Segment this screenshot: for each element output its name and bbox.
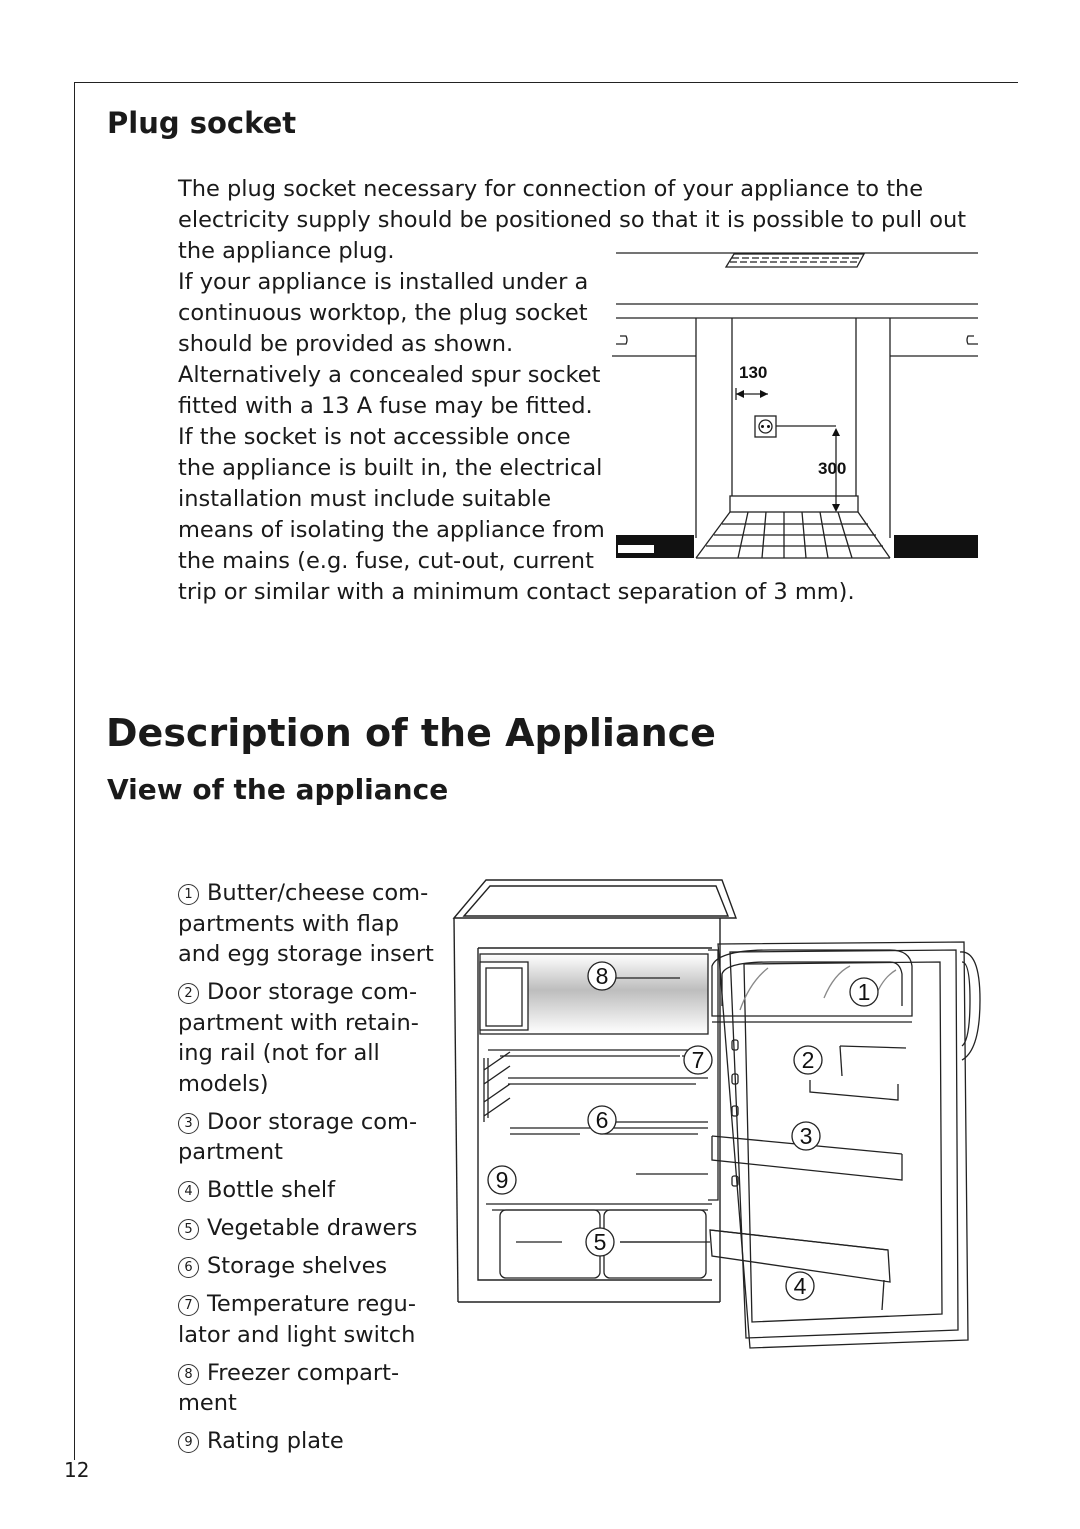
number-badge: 6 [178,1257,199,1278]
callout-3 [792,1122,820,1150]
callout-label: 3 [799,1123,813,1149]
number-badge: 9 [178,1432,199,1453]
text-line: the mains (e.g. fuse, cut-out, current [178,548,594,574]
legend-text: models) [178,1070,269,1097]
legend-text: Vegetable drawers [207,1215,418,1241]
text-line: should be provided as shown. [178,331,514,357]
text-line: The plug socket necessary for connection of your appliance to the [178,176,924,202]
legend-text: Freezer compart- [207,1359,400,1386]
text-line: If your appliance is installed under a [178,269,589,295]
callout-label: 4 [793,1273,807,1299]
legend-text: Storage shelves [207,1253,388,1279]
legend-item-4 [178,1175,434,1206]
callout-label: 8 [595,963,609,989]
legend-item-3 [178,1107,434,1168]
callout-4 [786,1272,814,1300]
legend-text: partment with retain- [178,1009,419,1036]
text-line: fitted with a 13 A fuse may be fitted. [178,393,593,419]
dimension-300-label: 300 [818,459,847,478]
legend-text: ment [178,1390,237,1416]
callout-5 [586,1228,614,1256]
legend-item-6 [178,1251,434,1282]
left-margin-rule [74,82,75,1460]
legend-text: and egg storage insert [178,941,434,967]
number-badge: 4 [178,1181,199,1202]
plug-socket-heading: Plug socket [107,106,297,140]
description-heading: Description of the Appliance [106,711,716,755]
callout-label: 2 [801,1047,815,1073]
legend-text: Rating plate [207,1428,344,1454]
callout-label: 1 [857,979,871,1005]
legend-text: lator and light switch [178,1321,416,1348]
legend-item-5 [178,1213,434,1244]
legend-item-7 [178,1289,434,1350]
text-line: means of isolating the appliance from [178,517,605,543]
number-badge: 1 [178,884,199,905]
page-number: 12 [64,1458,90,1482]
number-badge: 8 [178,1364,199,1385]
text-line: If the socket is not accessible once [178,424,571,450]
legend-item-1 [178,878,434,970]
dimension-130-label: 130 [739,363,768,382]
text-line: installation must include suitable [178,486,552,512]
legend-text: Door storage com- [207,1108,418,1135]
callout-2 [794,1046,822,1074]
callout-7 [684,1046,712,1074]
number-badge: 3 [178,1113,199,1134]
text-line: the appliance plug. [178,238,395,264]
callout-label: 5 [593,1229,607,1255]
text-line: Alternatively a concealed spur socket [178,362,601,388]
legend-text: Temperature regu- [207,1291,416,1317]
number-badge: 5 [178,1219,199,1240]
legend-item-2 [178,977,434,1099]
number-badge: 7 [178,1295,199,1316]
callout-label: 7 [691,1047,705,1073]
number-badge: 2 [178,983,199,1004]
text-line: the appliance is built in, the electrical [178,455,603,481]
legend-text: Door storage com- [207,979,418,1005]
legend-item-8 [178,1358,434,1419]
legend-item-9 [178,1426,434,1457]
callout-9 [488,1166,516,1194]
callout-8 [588,962,616,990]
text-line: electricity supply should be positioned so that it is possible to pull out [178,207,967,233]
plug-socket-diagram [612,248,982,564]
text-line: trip or similar with a minimum contact separation of 3 mm). [178,579,855,605]
text-line: continuous worktop, the plug socket [178,300,588,326]
top-rule [74,82,1018,83]
callout-label: 9 [495,1167,509,1193]
view-heading: View of the appliance [107,773,449,806]
legend-text: partments with flap [178,910,399,937]
callout-6 [588,1106,616,1134]
appliance-legend [178,878,434,1464]
legend-text: ing rail (not for all [178,1040,380,1066]
legend-text: Bottle shelf [207,1177,336,1203]
callout-1 [850,978,878,1006]
legend-text: partment [178,1139,283,1165]
legend-text: Butter/cheese com- [207,880,429,906]
callout-label: 6 [595,1107,609,1133]
refrigerator-diagram [450,870,990,1370]
